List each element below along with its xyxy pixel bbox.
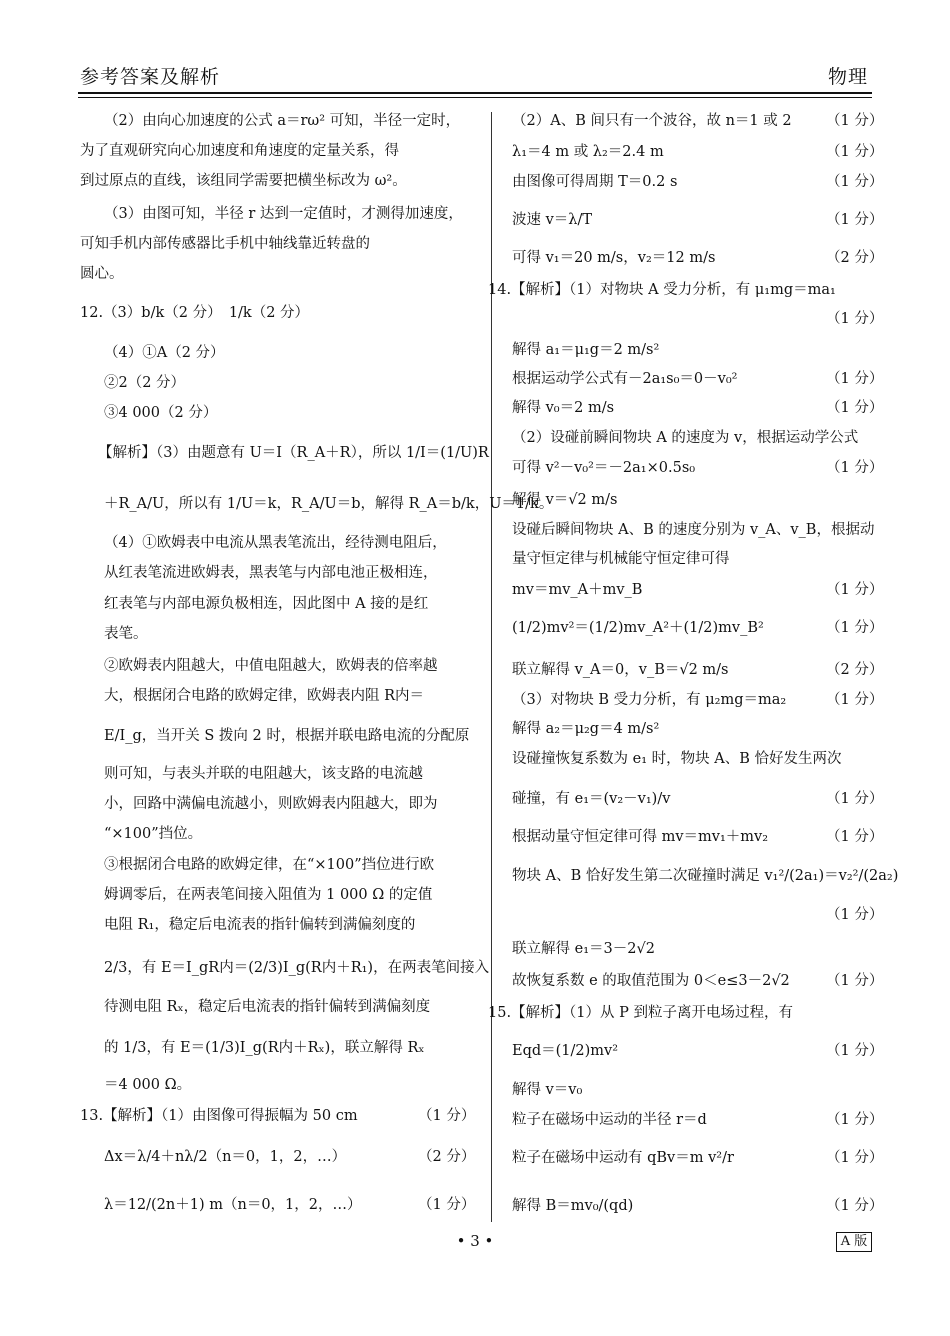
score-mark: （1 分） [826, 113, 884, 129]
text-line: 小，回路中满偏电流越小，则欧姆表内阻越大，即为 [104, 796, 438, 812]
text-line: 表笔。 [104, 626, 148, 642]
formula-line: 波速 v＝λ/T [512, 212, 593, 228]
text-line: 解得 v₀＝2 m/s [512, 400, 615, 416]
score-mark: （1 分） [418, 1197, 476, 1213]
text-line: 量守恒定律与机械能守恒定律可得 [512, 551, 730, 567]
text-line: 的 1/3，有 E＝(1/3)I_g(R内＋Rₓ)，联立解得 Rₓ [104, 1040, 425, 1056]
text-line: 根据动量守恒定律可得 mv＝mv₁＋mv₂ [512, 829, 769, 845]
score-mark: （1 分） [826, 620, 884, 636]
score-mark: （2 分） [418, 1149, 476, 1165]
text-line: 2/3，有 E＝I_gR内＝(2/3)I_g(R内＋R₁)，在两表笔间接入 [104, 960, 490, 976]
score-mark: （1 分） [826, 371, 884, 387]
text-line: 碰撞，有 e₁＝(v₂－v₁)/v [512, 791, 671, 807]
text-line: 大，根据闭合电路的欧姆定律，欧姆表内阻 R内＝ [104, 688, 425, 704]
text-line: ③根据闭合电路的欧姆定律，在“×100”挡位进行欧 [104, 857, 435, 873]
text-line: 联立解得 e₁＝3－2√2 [512, 941, 655, 957]
text-line: 根据运动学公式有－2a₁s₀＝0－v₀² [512, 371, 738, 387]
score-mark: （1 分） [826, 829, 884, 845]
text-line: （2）设碰前瞬间物块 A 的速度为 v，根据运动学公式 [512, 430, 859, 446]
text-line: 红表笔与内部电源负极相连，因此图中 A 接的是红 [104, 596, 429, 612]
text-line: 则可知，与表头并联的电阻越大，该支路的电流越 [104, 766, 423, 782]
text-line: ②2（2 分） [104, 375, 186, 391]
text-line: 设碰后瞬间物块 A、B 的速度分别为 v_A、v_B，根据动 [512, 522, 875, 538]
question-answer: 15.【解析】（1）从 P 到粒子离开电场过程，有 [488, 1005, 794, 1021]
page-header [78, 60, 872, 94]
text-line: 联立解得 v_A＝0，v_B＝√2 m/s [512, 662, 729, 678]
score-mark: （1 分） [826, 311, 884, 327]
text-line: 待测电阻 Rₓ，稳定后电流表的指针偏转到满偏刻度 [104, 999, 431, 1015]
score-mark: （1 分） [826, 460, 884, 476]
text-line: 解得 a₁＝μ₁g＝2 m/s² [512, 342, 660, 358]
text-line: （4）①A（2 分） [104, 345, 225, 361]
score-mark: （1 分） [826, 582, 884, 598]
score-mark: （1 分） [826, 1150, 884, 1166]
text-line: 到过原点的直线，该组同学需要把横坐标改为 ω²。 [80, 173, 407, 189]
text-line: 解得 v＝√2 m/s [512, 492, 618, 508]
text-line: ③4 000（2 分） [104, 405, 218, 421]
text-line: 设碰撞恢复系数为 e₁ 时，物块 A、B 恰好发生两次 [512, 751, 842, 767]
formula-line: Eqd＝(1/2)mv² [512, 1043, 619, 1059]
text-line: 故恢复系数 e 的取值范围为 0＜e≤3－2√2 [512, 973, 790, 989]
text-line: ＋R_A/U，所以有 1/U＝k，R_A/U＝b，解得 R_A＝b/k，U＝1/k。 [104, 496, 554, 512]
text-line: 从红表笔流进欧姆表，黑表笔与内部电池正极相连， [104, 565, 438, 581]
text-line: 圆心。 [80, 266, 124, 282]
header-subject: 物理 [827, 66, 868, 88]
formula-line: λ＝12/(2n＋1) m（n＝0，1，2，…） [104, 1197, 362, 1213]
text-line: 为了直观研究向心加速度和角速度的定量关系，得 [80, 143, 399, 159]
text-line: 物块 A、B 恰好发生第二次碰撞时满足 v₁²/(2a₁)＝v₂²/(2a₂) [512, 868, 899, 884]
text-line: 可得 v₁＝20 m/s，v₂＝12 m/s [512, 250, 716, 266]
text-line: 粒子在磁场中运动有 qBv＝m v²/r [512, 1150, 734, 1166]
text-line: 可得 v²－v₀²＝－2a₁×0.5s₀ [512, 460, 696, 476]
text-line: 粒子在磁场中运动的半径 r＝d [512, 1112, 707, 1128]
text-line: （3）由图可知，半径 r 达到一定值时，才测得加速度， [104, 206, 463, 222]
formula-line: (1/2)mv²＝(1/2)mv_A²＋(1/2)mv_B² [512, 620, 764, 636]
score-mark: （1 分） [826, 907, 884, 923]
text-line: （2）A、B 间只有一个波谷，故 n＝1 或 2 [512, 113, 792, 129]
question-answer: 13.【解析】（1）由图像可得振幅为 50 cm [80, 1108, 358, 1124]
score-mark: （1 分） [826, 1112, 884, 1128]
text-line: 解得 v＝v₀ [512, 1082, 583, 1098]
question-answer: 14.【解析】（1）对物块 A 受力分析，有 μ₁mg＝ma₁ [488, 282, 836, 298]
formula-line: mv＝mv_A＋mv_B [512, 582, 643, 598]
score-mark: （1 分） [826, 400, 884, 416]
text-line: 由图像可得周期 T＝0.2 s [512, 174, 678, 190]
text-line: 可知手机内部传感器比手机中轴线靠近转盘的 [80, 236, 370, 252]
text-line: （2）由向心加速度的公式 a＝rω² 可知，半径一定时， [104, 113, 461, 129]
header-title: 参考答案及解析 [80, 66, 221, 88]
score-mark: （1 分） [826, 174, 884, 190]
text-line: （4）①欧姆表中电流从黑表笔流出，经待测电阻后， [104, 535, 447, 551]
text-line: “×100”挡位。 [104, 826, 203, 842]
formula-line: λ₁＝4 m 或 λ₂＝2.4 m [512, 144, 664, 160]
score-mark: （1 分） [826, 692, 884, 708]
edition-badge: A 版 [836, 1232, 872, 1252]
text-line: 解得 B＝mv₀/(qd) [512, 1198, 634, 1214]
text-line: （3）对物块 B 受力分析，有 μ₂mg＝ma₂ [512, 692, 787, 708]
score-mark: （1 分） [418, 1108, 476, 1124]
text-line: 姆调零后，在两表笔间接入阻值为 1 000 Ω 的定值 [104, 887, 433, 903]
formula-line: Δx＝λ/4＋nλ/2（n＝0，1，2，…） [104, 1149, 347, 1165]
question-answer: 12.（3）b/k（2 分） 1/k（2 分） [80, 305, 310, 321]
text-line: ＝4 000 Ω。 [104, 1077, 192, 1093]
score-mark: （2 分） [826, 250, 884, 266]
text-line: E/I_g，当开关 S 拨向 2 时，根据并联电路电流的分配原 [104, 728, 470, 744]
score-mark: （1 分） [826, 144, 884, 160]
header-rule-thick [78, 92, 872, 94]
page-number: • 3 • [456, 1232, 494, 1250]
analysis-line: 【解析】（3）由题意有 U＝I（R_A＋R），所以 1/I＝(1/U)R [98, 445, 489, 461]
text-line: 解得 a₂＝μ₂g＝4 m/s² [512, 721, 660, 737]
text-line: ②欧姆表内阻越大，中值电阻越大，欧姆表的倍率越 [104, 658, 438, 674]
text-line: 电阻 R₁，稳定后电流表的指针偏转到满偏刻度的 [104, 917, 416, 933]
column-divider [491, 112, 492, 1222]
score-mark: （1 分） [826, 1198, 884, 1214]
score-mark: （1 分） [826, 791, 884, 807]
score-mark: （1 分） [826, 212, 884, 228]
score-mark: （2 分） [826, 662, 884, 678]
score-mark: （1 分） [826, 973, 884, 989]
score-mark: （1 分） [826, 1043, 884, 1059]
header-rule-thin [78, 97, 872, 98]
